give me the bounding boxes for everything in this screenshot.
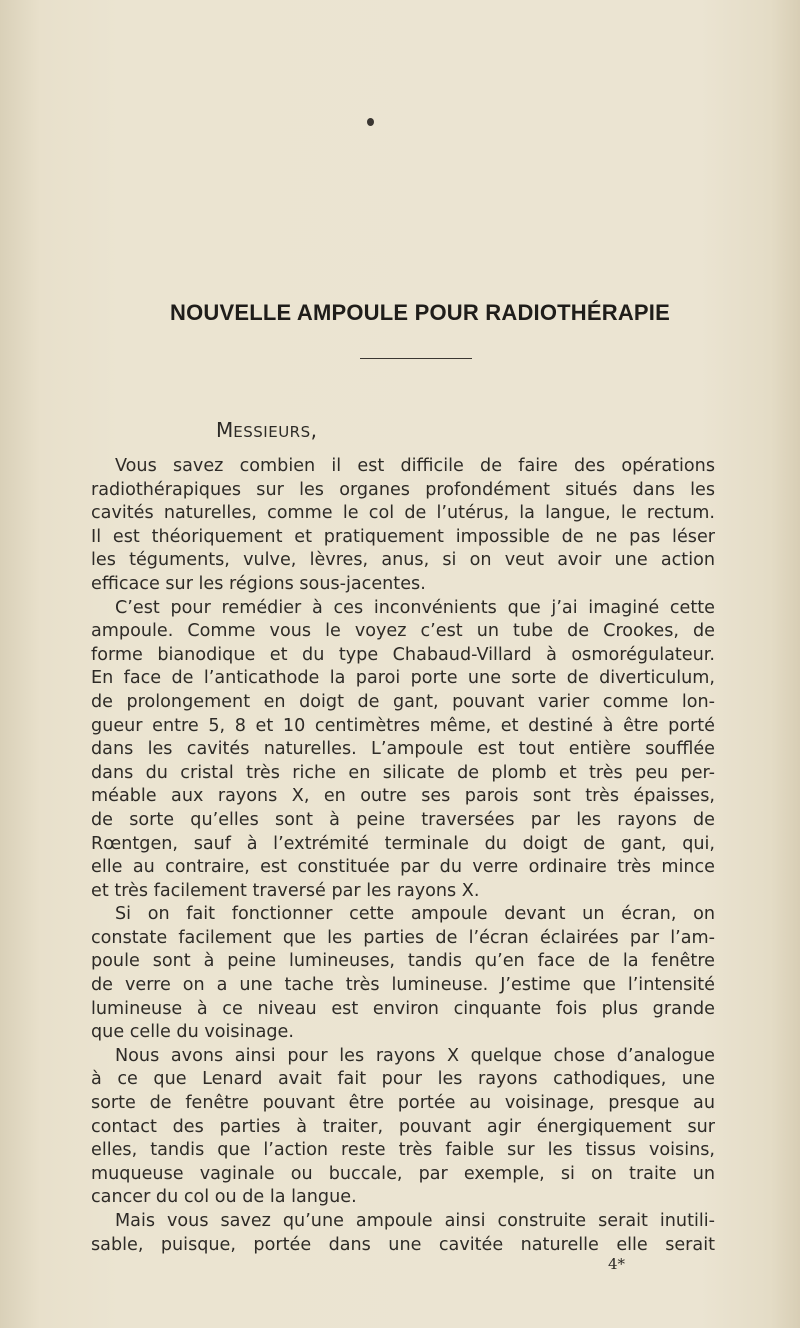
text-line: Si on fait fonctionner cette ampoule devant un écran, on <box>115 904 715 925</box>
salutation-rest: ESSIEURS <box>233 423 311 441</box>
salutation-initial: M <box>216 418 234 442</box>
body-text <box>91 455 715 1257</box>
text-line: Il est théoriquement et pratiquement impossible de ne pas léser <box>91 526 715 547</box>
salutation-punct: , <box>310 418 317 442</box>
text-line: cancer du col ou de la langue. <box>91 1187 357 1208</box>
text-line: gueur entre 5, 8 et 10 centimètres même, et destiné à être porté <box>91 715 715 736</box>
text-line: dans les cavités naturelles. L’ampoule est tout entière soufflée <box>91 739 715 760</box>
text-line: contact des parties à traiter, pouvant agir énergiquement sur <box>91 1116 715 1137</box>
text-line: dans du cristal très riche en silicate de plomb et très peu per- <box>91 762 715 783</box>
text-line: poule sont à peine lumineuses, tandis qu’en face de la fenêtre <box>91 951 715 972</box>
text-line: muqueuse vaginale ou buccale, par exemple, si on traite un <box>91 1163 715 1184</box>
text-line: elles, tandis que l’action reste très faible sur les tissus voisins, <box>91 1140 715 1161</box>
text-line: C’est pour remédier à ces inconvénients que j’ai imaginé cette <box>115 597 715 618</box>
text-line: et très facilement traversé par les rayons X. <box>91 880 480 901</box>
text-line: sorte de fenêtre pouvant être portée au voisinage, presque au <box>91 1093 715 1114</box>
text-line: elle au contraire, est constituée par du verre ordinaire très mince <box>91 857 715 878</box>
text-line: forme bianodique et du type Chabaud-Villard à osmorégulateur. <box>91 644 715 665</box>
text-line: que celle du voisinage. <box>91 1022 294 1043</box>
text-line: Vous savez combien il est difficile de faire des opérations <box>115 456 715 476</box>
text-line: En face de l’anticathode la paroi porte une sorte de diverticulum, <box>91 668 715 689</box>
page-title: NOUVELLE AMPOULE POUR RADIOTHÉRAPIE <box>170 300 670 325</box>
text-line: sable, puisque, portée dans une cavitée naturelle elle serait <box>91 1234 715 1255</box>
text-line: efficace sur les régions sous-jacentes. <box>91 573 426 594</box>
text-line: radiothérapiques sur les organes profondément situés dans les <box>91 479 715 500</box>
text-line: Nous avons ainsi pour les rayons X quelque chose d’analogue <box>115 1045 715 1066</box>
text-line: cavités naturelles, comme le col de l’utérus, la langue, le rectum. <box>91 503 715 524</box>
text-line: de sorte qu’elles sont à peine traversées par les rayons de <box>91 809 715 830</box>
text-line: lumineuse à ce niveau est environ cinquante fois plus grande <box>91 998 715 1019</box>
ornament-dot <box>367 118 374 126</box>
text-line: méable aux rayons X, en outre ses parois sont très épaisses, <box>91 786 715 807</box>
text-line: Rœntgen, sauf à l’extrémité terminale du doigt de gant, qui, <box>91 833 715 854</box>
text-line: ampoule. Comme vous le voyez c’est un tube de Crookes, de <box>91 621 715 642</box>
title-rule <box>360 358 472 359</box>
text-line: les téguments, vulve, lèvres, anus, si on veut avoir une action <box>91 550 715 571</box>
page-number: 4* <box>608 1255 626 1273</box>
text-line: de prolongement en doigt de gant, pouvant varier comme lon- <box>91 691 715 712</box>
text-line: de verre on a une tache très lumineuse. J’estime que l’intensité <box>91 975 715 996</box>
text-line: Mais vous savez qu’une ampoule ainsi construite serait inutili- <box>115 1211 715 1231</box>
salutation <box>216 418 317 442</box>
text-line: à ce que Lenard avait fait pour les rayons cathodiques, une <box>91 1069 715 1090</box>
text-line: constate facilement que les parties de l’écran éclairées par l’am- <box>91 927 715 948</box>
